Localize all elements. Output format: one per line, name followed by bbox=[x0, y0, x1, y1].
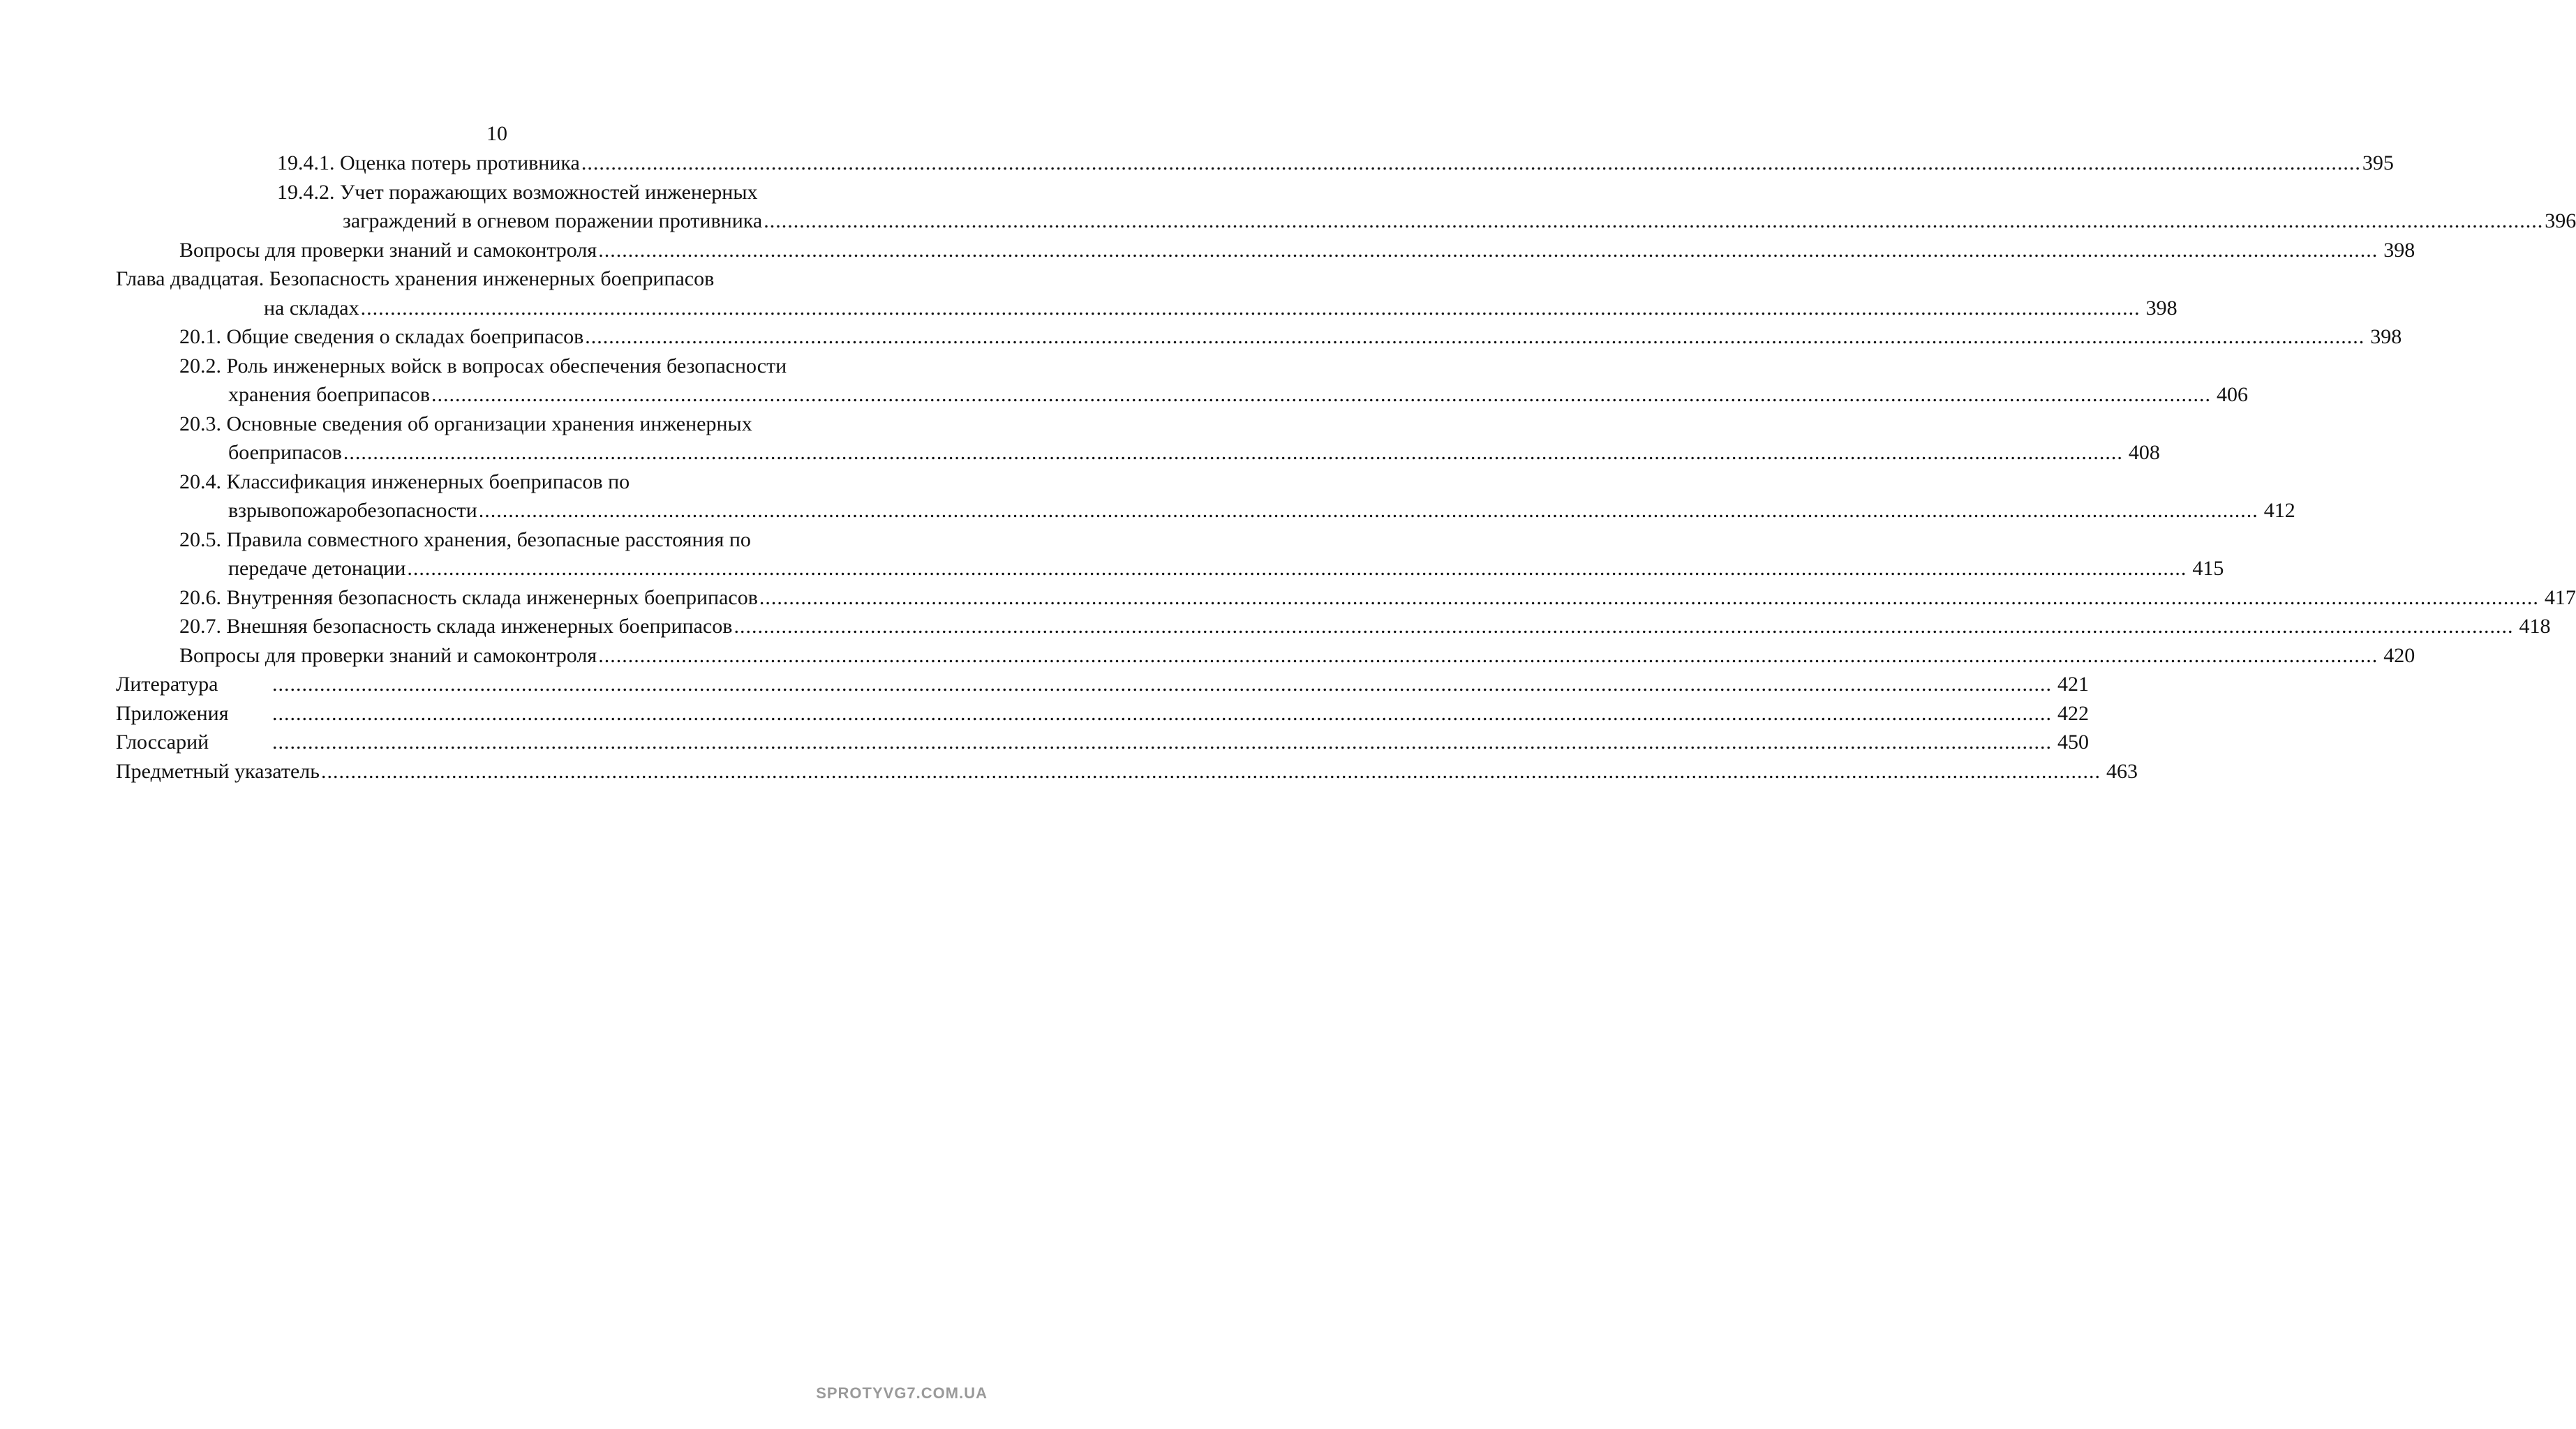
toc-line bbox=[179, 641, 2415, 671]
dot-leader: ............................................................................................................................................................................................................................................................................................................ bbox=[478, 499, 2258, 522]
dot-leader: ............................................................................................................................................................................................................................................................................................................ bbox=[734, 615, 2514, 638]
dot-leader: ............................................................................................................................................................................................................................................................................................................ bbox=[598, 643, 2378, 667]
toc-entry-title: Вопросы для проверки знаний и самоконтроля bbox=[179, 641, 598, 671]
toc-entry-title: 20.5. Правила совместного хранения, безопасные расстояния по bbox=[179, 528, 751, 551]
toc-entry-title: Глоссарий bbox=[116, 728, 272, 757]
toc-entry-title: 20.6. Внутренняя безопасность склада инженерных боеприпасов bbox=[179, 583, 759, 613]
toc-entry-title: 20.1. Общие сведения о складах боеприпасов bbox=[179, 322, 585, 352]
toc-line bbox=[116, 728, 2089, 757]
toc-line bbox=[228, 496, 2295, 525]
dot-leader: ............................................................................................................................................................................................................................................................................................................ bbox=[272, 731, 2052, 754]
page-number: 10 bbox=[486, 122, 507, 145]
toc-line bbox=[0, 525, 1010, 555]
dot-leader: ............................................................................................................................................................................................................................................................................................................ bbox=[407, 557, 2187, 580]
toc-entry-title: 20.4. Классификация инженерных боеприпасов по bbox=[179, 470, 630, 493]
dot-leader: ............................................................................................................................................................................................................................................................................................................ bbox=[764, 209, 2544, 232]
toc-entry-title: 19.4.1. Оценка потерь противника bbox=[277, 149, 581, 178]
toc-entry-title: 20.3. Основные сведения об организации хранения инженерных bbox=[179, 412, 752, 435]
dot-leader: ............................................................................................................................................................................................................................................................................................................ bbox=[585, 325, 2365, 348]
toc-line bbox=[228, 380, 2248, 410]
toc-entry-title: Литература bbox=[116, 670, 272, 699]
toc-line bbox=[179, 322, 2402, 352]
dot-leader: ............................................................................................................................................................................................................................................................................................................ bbox=[759, 585, 2539, 609]
table-of-contents bbox=[0, 149, 2576, 786]
toc-line bbox=[0, 467, 1010, 497]
toc-entry-page: 420 bbox=[2383, 643, 2415, 667]
toc-entry-page: 406 bbox=[2217, 383, 2248, 406]
dot-leader: ............................................................................................................................................................................................................................................................................................................ bbox=[343, 441, 2123, 464]
toc-line bbox=[179, 236, 2415, 265]
dot-leader: ............................................................................................................................................................................................................................................................................................................ bbox=[598, 238, 2378, 262]
toc-entry-page: 415 bbox=[2192, 557, 2224, 580]
dot-leader: ............................................................................................................................................................................................................................................................................................................ bbox=[272, 673, 2052, 696]
toc-entry-page: 418 bbox=[2519, 615, 2551, 638]
toc-line bbox=[179, 612, 2551, 641]
toc-entry-title: передаче детонации bbox=[228, 554, 407, 583]
toc-line bbox=[264, 294, 2177, 323]
toc-entry-page: 398 bbox=[2145, 296, 2177, 320]
toc-entry-page: 398 bbox=[2383, 238, 2415, 262]
toc-entry-page: 421 bbox=[2057, 673, 2089, 696]
dot-leader: ............................................................................................................................................................................................................................................................................................................ bbox=[431, 383, 2211, 406]
toc-line bbox=[343, 207, 2576, 236]
toc-line bbox=[277, 149, 2394, 178]
toc-entry-page: 408 bbox=[2128, 441, 2160, 464]
toc-entry-page: 450 bbox=[2057, 731, 2089, 754]
toc-entry-title: Глава двадцатая. Безопасность хранения инженерных боеприпасов bbox=[116, 267, 715, 290]
toc-entry-title: 20.7. Внешняя безопасность склада инженерных боеприпасов bbox=[179, 612, 734, 641]
toc-entry-title: боеприпасов bbox=[228, 438, 343, 467]
toc-line bbox=[228, 554, 2224, 583]
dot-leader: ............................................................................................................................................................................................................................................................................................................ bbox=[360, 296, 2141, 320]
dot-leader: ............................................................................................................................................................................................................................................................................................................ bbox=[581, 151, 2361, 174]
toc-line bbox=[0, 264, 1010, 294]
watermark: SPROTYVG7.COM.UA bbox=[816, 1384, 988, 1402]
toc-entry-page: 412 bbox=[2263, 499, 2295, 522]
toc-entry-title: 20.2. Роль инженерных войск в вопросах обеспечения безопасности bbox=[179, 354, 787, 377]
toc-line bbox=[116, 670, 2089, 699]
toc-line bbox=[116, 699, 2089, 728]
toc-entry-title: Предметный указатель bbox=[116, 757, 321, 786]
dot-leader: ............................................................................................................................................................................................................................................................................................................ bbox=[272, 701, 2052, 725]
toc-entry-title: Вопросы для проверки знаний и самоконтроля bbox=[179, 236, 598, 265]
toc-entry-title: хранения боеприпасов bbox=[228, 380, 431, 410]
toc-entry-page: 422 bbox=[2057, 701, 2089, 725]
toc-entry-title: Приложения bbox=[116, 699, 272, 728]
toc-entry-title: 19.4.2. Учет поражающих возможностей инженерных bbox=[277, 180, 758, 204]
toc-entry-title: на складах bbox=[264, 294, 361, 323]
toc-line bbox=[179, 583, 2576, 613]
toc-line bbox=[0, 410, 1010, 439]
dot-leader: ............................................................................................................................................................................................................................................................................................................ bbox=[320, 759, 2101, 783]
toc-line bbox=[116, 757, 2138, 786]
toc-line bbox=[0, 178, 1010, 207]
toc-entry-page: 417 bbox=[2544, 585, 2576, 609]
toc-entry-page: 398 bbox=[2370, 325, 2402, 348]
toc-entry-page: 463 bbox=[2106, 759, 2138, 783]
toc-entry-page: 396 bbox=[2545, 209, 2576, 232]
toc-line bbox=[0, 352, 1010, 381]
toc-entry-page: 395 bbox=[2362, 151, 2394, 174]
toc-line bbox=[228, 438, 2160, 467]
toc-entry-title: взрывопожаробезопасности bbox=[228, 496, 479, 525]
toc-entry-title: заграждений в огневом поражении противника bbox=[343, 207, 764, 236]
